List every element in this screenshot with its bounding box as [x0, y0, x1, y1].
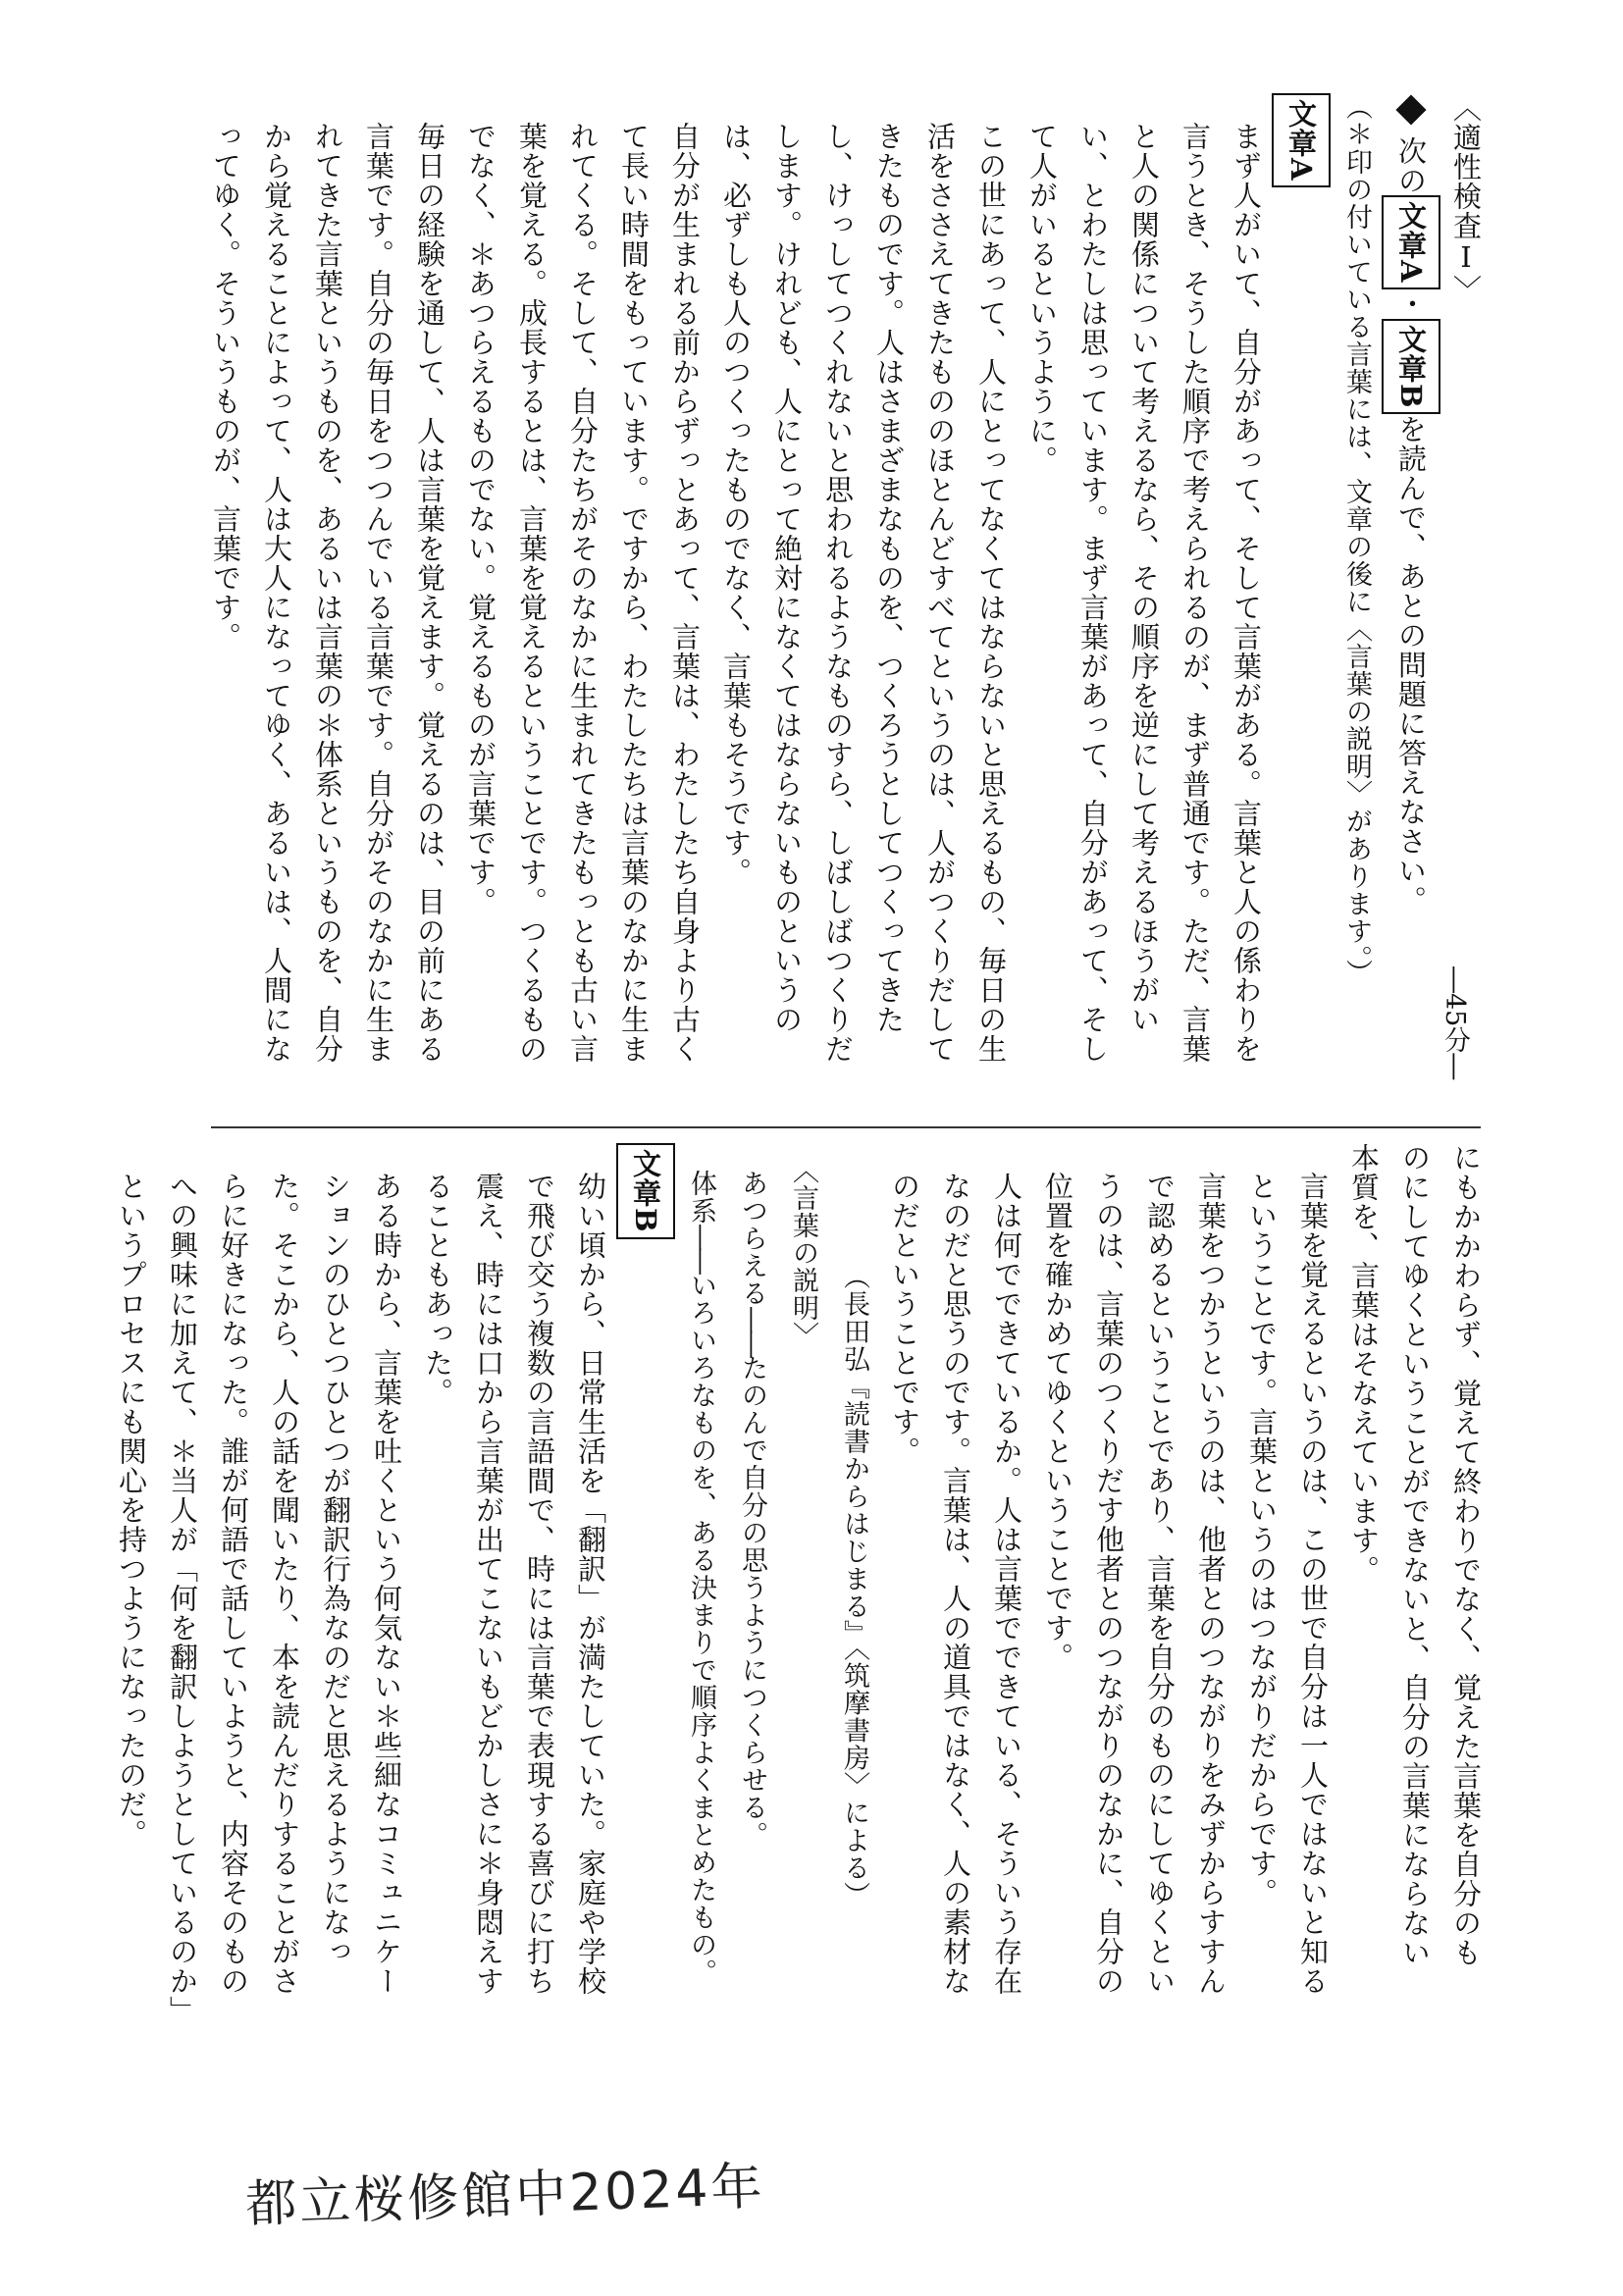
passage-a-p2: この世にあって、人にとってなくてはならないと思えるもの、毎日の生活をささえてきたもののほとんどすべてというのは、人がつくりだしてきたものです。人はさまざまなものを、つくろうとしてつくってきたし、けっしてつくれないと思われるようなものすら、しばしばつくりだします。けれども、人にとって絶対になくてはならないものというのは、必ずしも人のつくったものでなく、言葉もそうです。	[719, 122, 1008, 1064]
exam-title: 〈適性検査Ⅰ〉	[1449, 93, 1483, 304]
passage-a-p7: 言葉をつかうというのは、他者とのつながりをみずからすすんで認めるということであり、言葉を自分のものにしてゆくというのは、言葉のつくりだす他者とのつながりのなかに、自分の位置を確かめてゆくということです。	[1041, 1172, 1228, 1996]
passage-a-p8: 人は何でできているか。人は言葉でできている、そういう存在なのだと思うのです。言葉は、人の道具ではなく、人の素材なのだということです。	[888, 1172, 1023, 1996]
instruction-after: を読んで、あとの問題に答えなさい。	[1394, 414, 1428, 915]
glossary-heading: 〈言葉の説明〉	[788, 1156, 818, 1349]
instruction-note: （＊印の付いている言葉には、文章の後に〈言葉の説明〉があります。）	[1341, 93, 1372, 987]
passage-a-p3: 自分が生まれる前からずっとあって、言葉は、わたしたち自身より古くて長い時間をもっています。ですから、わたしたちは言葉のなかに生まれてくる。そして、自分たちがそのなかに生まれてきたもっとも古い言葉を覚える。成長するとは、言葉を覚えるということです。つくるものでなく、＊あつらえるものでない。覚えるものが言葉です。	[464, 122, 702, 1064]
glossary-item: あつらえる――たのんで自分の思うようにつくらせる。	[737, 1170, 767, 1849]
time-limit: ―45分―	[1440, 966, 1470, 1080]
diamond-icon	[1395, 94, 1426, 125]
handwritten-note: 都立桜修館中2024年	[244, 2157, 766, 2235]
passage-a-source: （長田弘『読書からはじまる』〈筑摩書房〉による）	[839, 1262, 869, 1908]
top-half	[177, 93, 1492, 1114]
passage-b-p1: 幼い頃から、日常生活を「翻訳」が満たしていた。家庭や学校で飛び交う複数の言語間で、時には言葉で表現する喜びに打ち震え、時には口から言葉が出てこないもどかしさに＊身悶えすることもあった。	[421, 1172, 607, 1996]
page-divider	[211, 1126, 1481, 1128]
glossary-item: 体系――いろいろなものを、ある決まりで順序よくまとめたもの。	[686, 1170, 716, 1986]
passage-a-heading: 文章A	[1272, 93, 1331, 1114]
bottom-half	[115, 1143, 1492, 2041]
passage-a-p6: 言葉を覚えるというのは、この世で自分は一人ではないと知るということです。言葉というのはつながりだからです。	[1245, 1172, 1330, 1996]
label-b: 文章B	[1382, 319, 1440, 415]
instruction-before: 次の	[1394, 136, 1428, 196]
passage-b-heading: 文章B	[616, 1143, 675, 2041]
passage-a-p1: まず人がいて、自分があって、そして言葉がある。言葉と人の係わりを言うとき、そうした順序で考えられるのが、まず普通です。ただ、言葉と人の関係について考えるなら、その順序を逆にして考えるほうがいい、とわたしは思っています。まず言葉があって、自分があって、そして人がいるというように。	[1025, 122, 1263, 1064]
passage-b-p2: ある時から、言葉を吐くという何気ない＊些細なコミュニケーションのひとつひとつが翻訳行為なのだと思えるようになった。そこから、人の話を聞いたり、本を読んだりすることがさらに好きになった。誰が何語で話していようと、内容そのものへの興味に加えて、＊当人が「何を翻訳しようとしているのか」というプロセスにも関心を持つようになったのだ。	[115, 1172, 403, 2011]
passage-a-p4: 毎日の経験を通して、人は言葉を覚えます。覚えるのは、目の前にある言葉です。自分の毎日をつつんでいる言葉です。自分がそのなかに生まれてきた言葉というものを、あるいは言葉の＊体系というものを、自分から覚えることによって、人は大人になってゆく、あるいは、人間になってゆく。そういうものが、言葉です。	[209, 122, 446, 1064]
passage-a-p5: にもかかわらず、覚えて終わりでなく、覚えた言葉を自分のものにしてゆくということができないと、自分の言葉にならない本質を、言葉はそなえています。	[1347, 1143, 1483, 1967]
instruction	[1382, 93, 1440, 1114]
bottom-flow	[106, 1143, 1492, 2041]
top-flow	[200, 93, 1492, 1114]
instruction-separator: ・	[1394, 288, 1428, 319]
label-a: 文章A	[1382, 195, 1440, 289]
